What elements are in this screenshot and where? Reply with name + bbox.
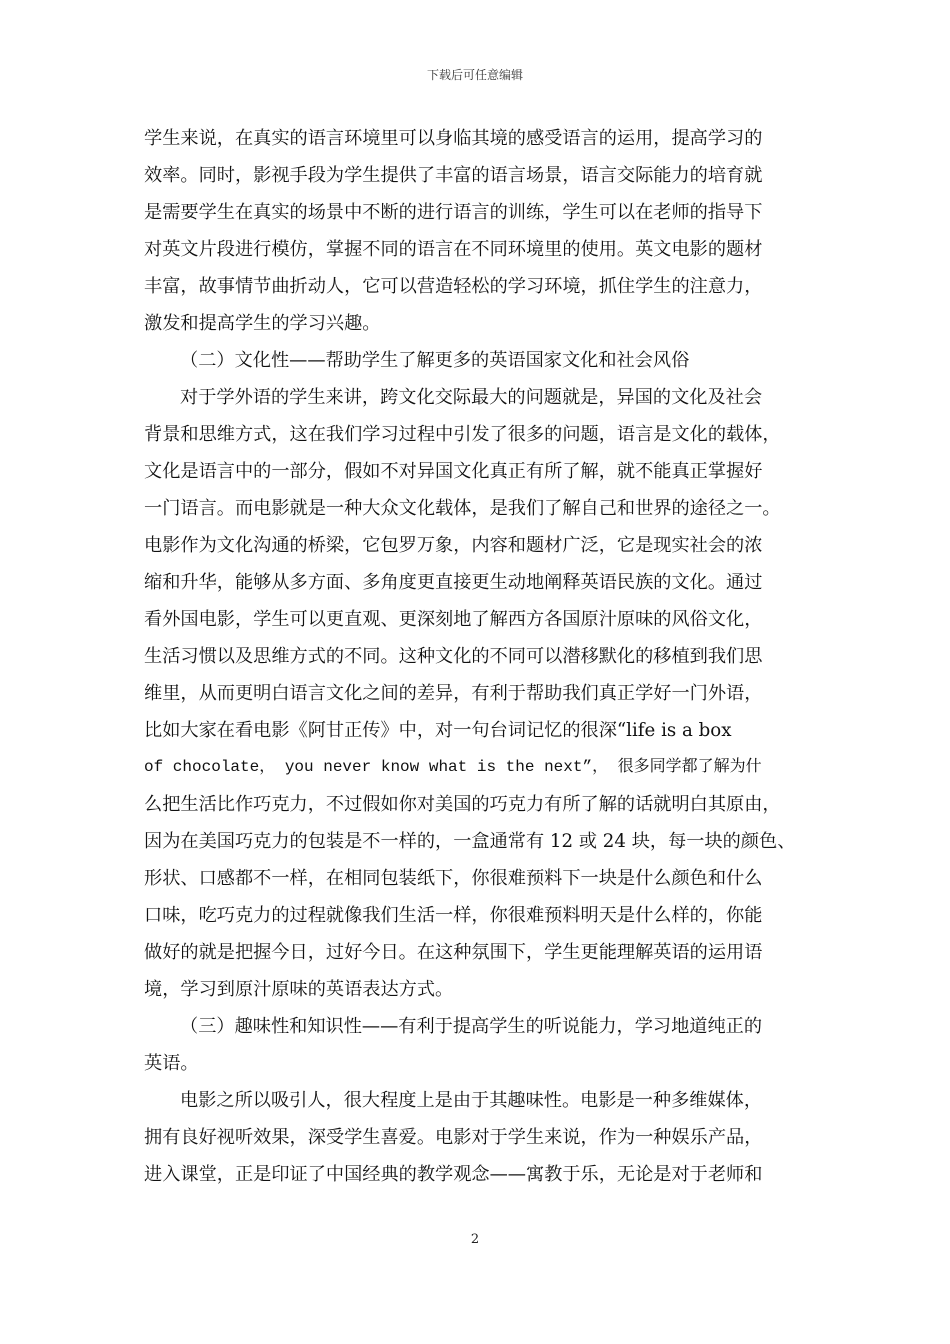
page-number: 2: [470, 1232, 480, 1247]
document-body: [144, 120, 808, 1193]
heading-line: （二）文化性——帮助学生了解更多的英语国家文化和社会风俗: [180, 350, 690, 371]
text-line: 生活习惯以及思维方式的不同。这种文化的不同可以潜移默化的移植到我们思: [144, 646, 763, 667]
text-line: 拥有良好视听效果，深受学生喜爱。电影对于学生来说，作为一种娱乐产品，: [144, 1127, 763, 1148]
text-line: 一门语言。而电影就是一种大众文化载体，是我们了解自己和世界的途径之一。: [144, 498, 781, 519]
text-line: 背景和思维方式，这在我们学习过程中引发了很多的问题，语言是文化的载体，: [144, 424, 781, 445]
text-line: 对英文片段进行模仿，掌握不同的语言在不同环境里的使用。英文电影的题材: [144, 239, 763, 260]
text-line: 看外国电影，学生可以更直观、更深刻地了解西方各国原汁原味的风俗文化，: [144, 609, 763, 630]
text-line: 形状、口感都不一样，在相同包装纸下，你很难预料下一块是什么颜色和什么: [144, 868, 763, 889]
text-line: 文化是语言中的一部分，假如不对异国文化真正有所了解，就不能真正掌握好: [144, 461, 763, 482]
section-heading: [144, 1008, 808, 1082]
page-header: 下载后可任意编辑: [426, 68, 523, 82]
text-line: 电影之所以吸引人，很大程度上是由于其趣味性。电影是一种多维媒体，: [180, 1090, 763, 1111]
text-line: of chocolate， you never know what is the next”， 很多同学都了解为什: [144, 758, 762, 776]
text-line: 比如大家在看电影《阿甘正传》中，对一句台词记忆的很深“life is a box: [144, 720, 732, 741]
paragraph: [144, 120, 808, 342]
heading-line: 英语。: [144, 1053, 199, 1074]
text-line: 么把生活比作巧克力，不过假如你对美国的巧克力有所了解的话就明白其原由，: [144, 794, 781, 815]
text-line: 因为在美国巧克力的包装是不一样的，一盒通常有 12 或 24 块，每一块的颜色、: [144, 831, 796, 852]
text-line: 效率。同时，影视手段为学生提供了丰富的语言场景，语言交际能力的培育就: [144, 165, 763, 186]
text-line: 维里，从而更明白语言文化之间的差异，有利于帮助我们真正学好一门外语，: [144, 683, 763, 704]
text-line: 电影作为文化沟通的桥梁，它包罗万象，内容和题材广泛，它是现实社会的浓: [144, 535, 763, 556]
text-line: 口味，吃巧克力的过程就像我们生活一样，你很难预料明天是什么样的，你能: [144, 905, 763, 926]
text-line: 学生来说，在真实的语言环境里可以身临其境的感受语言的运用，提高学习的: [144, 128, 763, 149]
text-line: 做好的就是把握今日，过好今日。在这种氛围下，学生更能理解英语的运用语: [144, 942, 763, 963]
heading-line: （三）趣味性和知识性——有利于提高学生的听说能力，学习地道纯正的: [180, 1016, 763, 1037]
text-line: 激发和提高学生的学习兴趣。: [144, 313, 381, 334]
text-line: 是需要学生在真实的场景中不断的进行语言的训练，学生可以在老师的指导下: [144, 202, 763, 223]
text-line: 进入课堂，正是印证了中国经典的教学观念——寓教于乐，无论是对于老师和: [144, 1164, 763, 1185]
text-line: 丰富，故事情节曲折动人，它可以营造轻松的学习环境，抓住学生的注意力，: [144, 276, 763, 297]
section-heading: [144, 342, 808, 379]
paragraph: [144, 379, 808, 1008]
text-line: 缩和升华，能够从多方面、多角度更直接更生动地阐释英语民族的文化。通过: [144, 572, 763, 593]
text-line: 对于学外语的学生来讲，跨文化交际最大的问题就是，异国的文化及社会: [180, 387, 763, 408]
text-line: 境，学习到原汁原味的英语表达方式。: [144, 979, 454, 1000]
paragraph: [144, 1082, 808, 1193]
